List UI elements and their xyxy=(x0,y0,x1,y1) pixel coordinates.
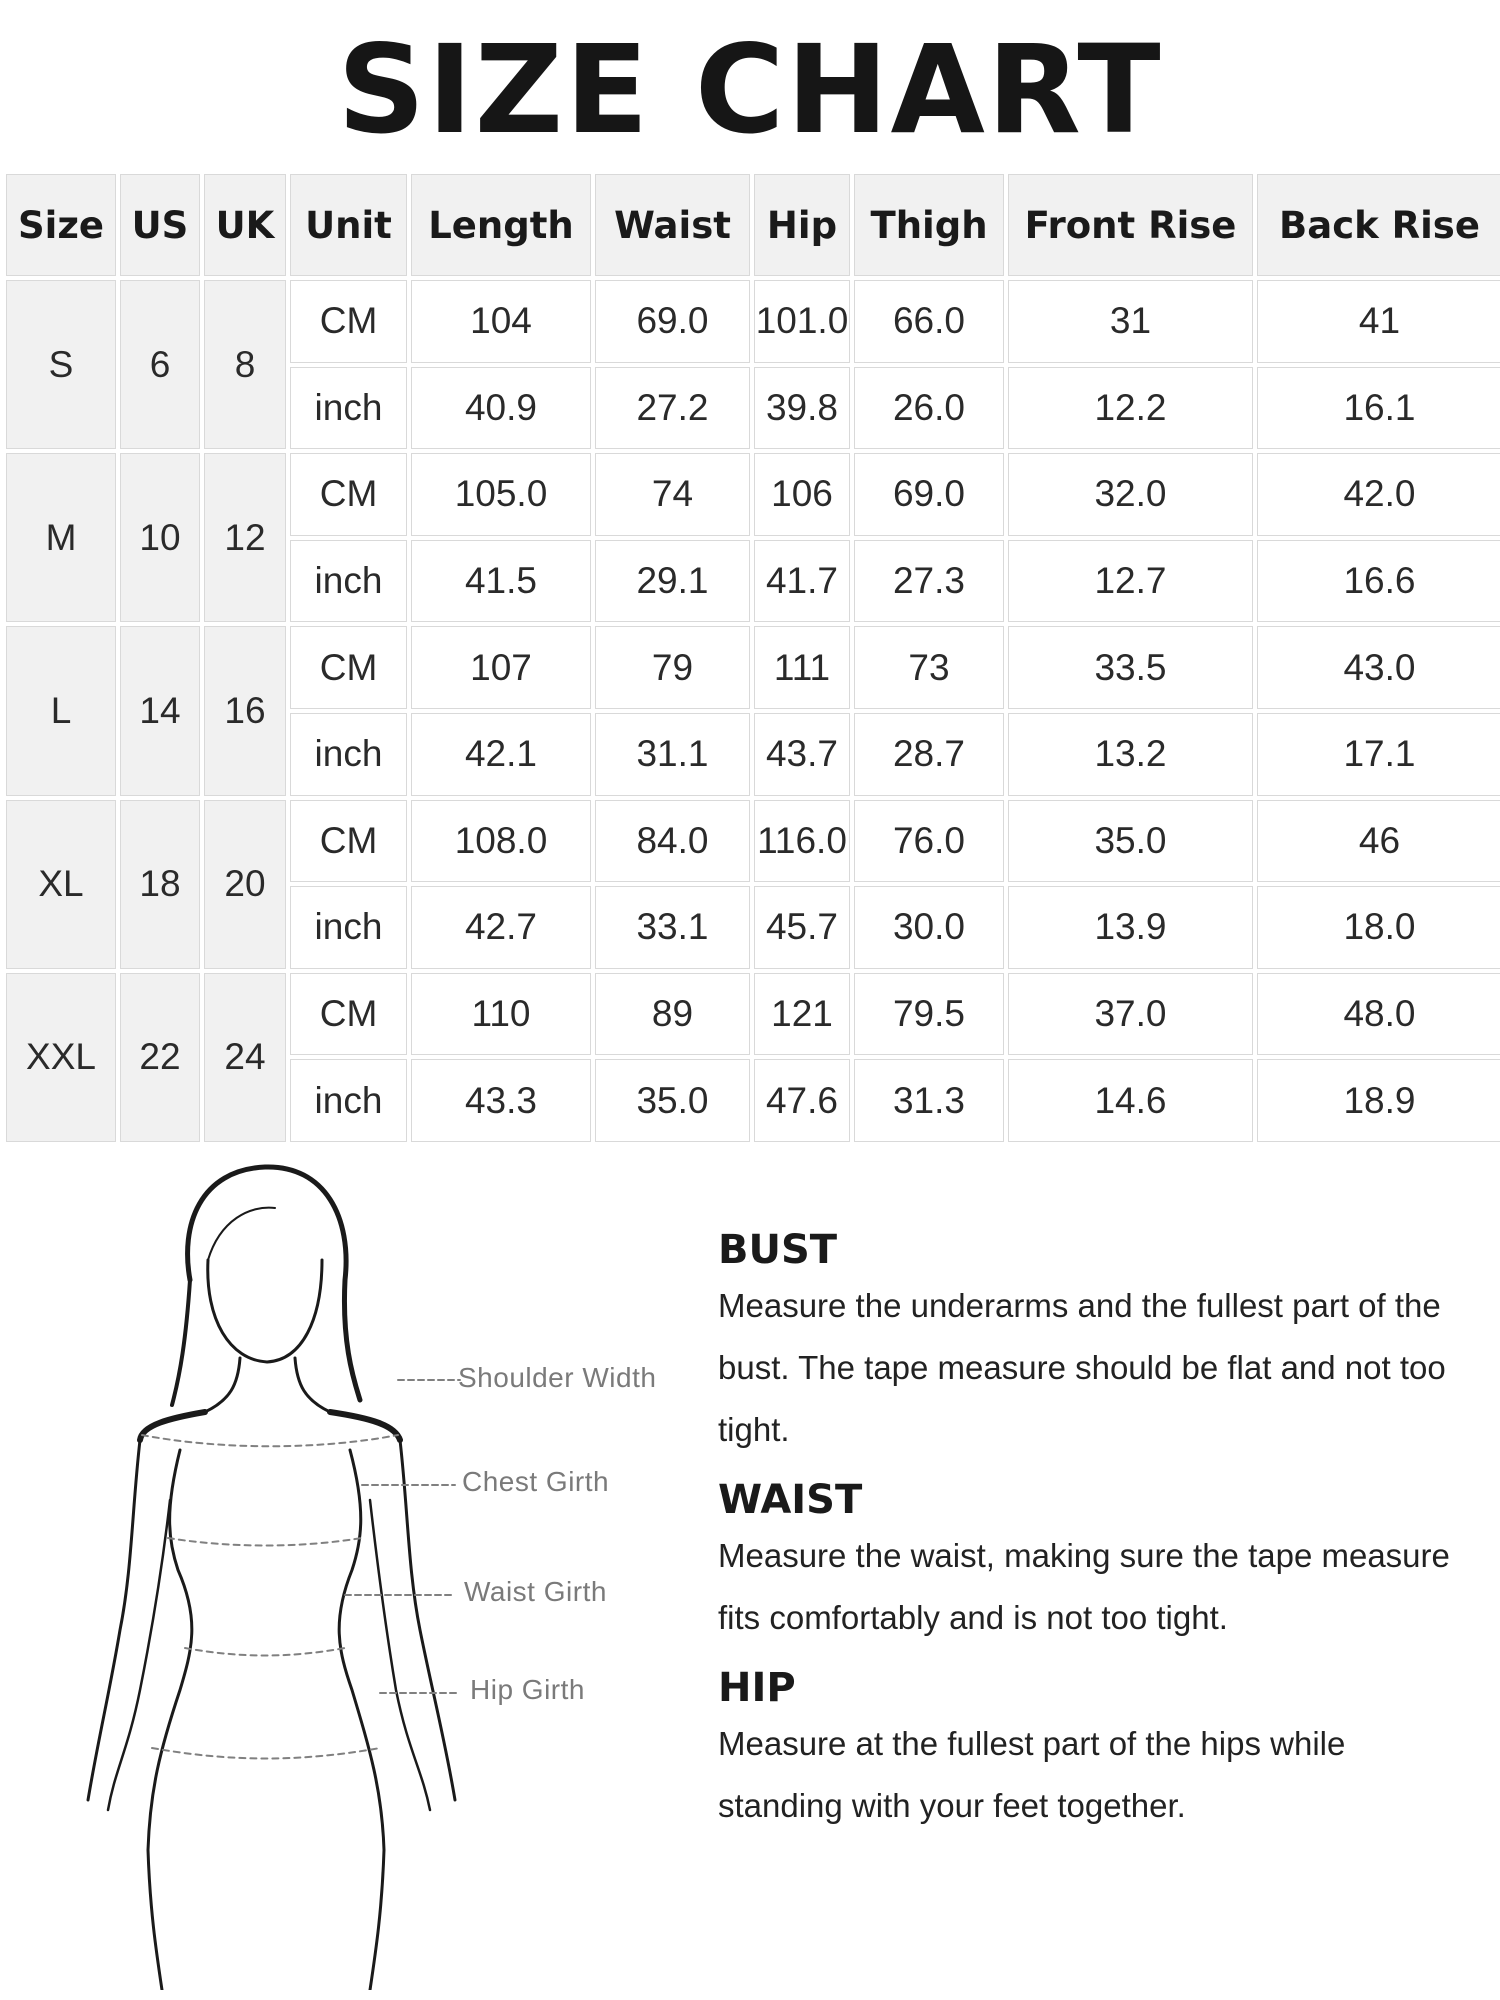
uk-size-cell: 16 xyxy=(204,626,286,795)
unit-cell: CM xyxy=(290,800,407,883)
waist-heading: WAIST xyxy=(718,1477,863,1523)
table-row xyxy=(6,626,1500,709)
bust-guide xyxy=(718,1225,1478,1461)
column-header: Hip xyxy=(754,174,850,276)
us-size-cell: 22 xyxy=(120,973,200,1142)
hip-text: Measure at the fullest part of the hips while standing with your feet together. xyxy=(718,1725,1346,1824)
measurement-guide xyxy=(718,1225,1478,1851)
measurement-cell: 12.7 xyxy=(1008,540,1253,623)
measurement-cell: 73 xyxy=(854,626,1004,709)
size-cell: M xyxy=(6,453,116,622)
measurement-cell: 31.3 xyxy=(854,1059,1004,1142)
measurement-cell: 84.0 xyxy=(595,800,750,883)
chest-girth-label: Chest Girth xyxy=(462,1466,610,1497)
measurement-cell: 31 xyxy=(1008,280,1253,363)
measurement-cell: 101.0 xyxy=(754,280,850,363)
page-title: SIZE CHART xyxy=(337,19,1163,161)
measurement-cell: 18.9 xyxy=(1257,1059,1500,1142)
column-header: Thigh xyxy=(854,174,1004,276)
measurement-cell: 107 xyxy=(411,626,591,709)
us-size-cell: 6 xyxy=(120,280,200,449)
us-size-cell: 10 xyxy=(120,453,200,622)
measurement-cell: 42.7 xyxy=(411,886,591,969)
unit-cell: CM xyxy=(290,453,407,536)
table-row xyxy=(6,973,1500,1056)
us-size-cell: 14 xyxy=(120,626,200,795)
measurement-cell: 79 xyxy=(595,626,750,709)
size-cell: L xyxy=(6,626,116,795)
bust-heading: BUST xyxy=(718,1227,838,1273)
hip-guide xyxy=(718,1663,1478,1837)
measurement-cell: 41 xyxy=(1257,280,1500,363)
size-cell: XL xyxy=(6,800,116,969)
column-header: Size xyxy=(6,174,116,276)
table-row xyxy=(6,453,1500,536)
measurement-cell: 41.5 xyxy=(411,540,591,623)
unit-cell: CM xyxy=(290,626,407,709)
measurement-cell: 69.0 xyxy=(854,453,1004,536)
shoulder-width-label: Shoulder Width xyxy=(458,1362,657,1393)
measurement-cell: 27.3 xyxy=(854,540,1004,623)
table-row xyxy=(6,280,1500,363)
measurement-cell: 33.1 xyxy=(595,886,750,969)
measurement-cell: 106 xyxy=(754,453,850,536)
unit-cell: inch xyxy=(290,886,407,969)
uk-size-cell: 24 xyxy=(204,973,286,1142)
measurement-cell: 42.1 xyxy=(411,713,591,796)
measurement-cell: 13.9 xyxy=(1008,886,1253,969)
measurement-cell: 39.8 xyxy=(754,367,850,450)
measurement-cell: 16.1 xyxy=(1257,367,1500,450)
measurement-cell: 37.0 xyxy=(1008,973,1253,1056)
column-header: Unit xyxy=(290,174,407,276)
measurement-cell: 35.0 xyxy=(595,1059,750,1142)
size-table xyxy=(2,170,1500,1146)
size-cell: XXL xyxy=(6,973,116,1142)
table-header-row xyxy=(6,174,1500,276)
measurement-cell: 105.0 xyxy=(411,453,591,536)
measurement-cell: 66.0 xyxy=(854,280,1004,363)
measurement-cell: 27.2 xyxy=(595,367,750,450)
measurement-cell: 32.0 xyxy=(1008,453,1253,536)
unit-cell: inch xyxy=(290,1059,407,1142)
measurement-cell: 79.5 xyxy=(854,973,1004,1056)
unit-cell: inch xyxy=(290,713,407,796)
measurement-cell: 16.6 xyxy=(1257,540,1500,623)
measurement-cell: 14.6 xyxy=(1008,1059,1253,1142)
measurement-cell: 43.7 xyxy=(754,713,850,796)
measurement-cell: 121 xyxy=(754,973,850,1056)
measurement-cell: 30.0 xyxy=(854,886,1004,969)
measurement-cell: 42.0 xyxy=(1257,453,1500,536)
unit-cell: inch xyxy=(290,540,407,623)
hip-girth-label: Hip Girth xyxy=(470,1674,585,1705)
measurement-cell: 89 xyxy=(595,973,750,1056)
measurement-cell: 76.0 xyxy=(854,800,1004,883)
us-size-cell: 18 xyxy=(120,800,200,969)
measurement-cell: 48.0 xyxy=(1257,973,1500,1056)
measurement-cell: 35.0 xyxy=(1008,800,1253,883)
measurement-cell: 46 xyxy=(1257,800,1500,883)
measurement-cell: 33.5 xyxy=(1008,626,1253,709)
measurement-cell: 31.1 xyxy=(595,713,750,796)
unit-cell: inch xyxy=(290,367,407,450)
unit-cell: CM xyxy=(290,973,407,1056)
measurement-cell: 41.7 xyxy=(754,540,850,623)
measurement-cell: 47.6 xyxy=(754,1059,850,1142)
table-row xyxy=(6,800,1500,883)
measurement-cell: 110 xyxy=(411,973,591,1056)
uk-size-cell: 20 xyxy=(204,800,286,969)
measurement-cell: 40.9 xyxy=(411,367,591,450)
uk-size-cell: 12 xyxy=(204,453,286,622)
measurement-cell: 43.3 xyxy=(411,1059,591,1142)
waist-guide xyxy=(718,1475,1478,1649)
measurement-cell: 108.0 xyxy=(411,800,591,883)
column-header: Front Rise xyxy=(1008,174,1253,276)
column-header: Back Rise xyxy=(1257,174,1500,276)
measurement-cell: 43.0 xyxy=(1257,626,1500,709)
measurement-cell: 12.2 xyxy=(1008,367,1253,450)
measurement-cell: 29.1 xyxy=(595,540,750,623)
column-header: Length xyxy=(411,174,591,276)
measurement-cell: 104 xyxy=(411,280,591,363)
measurement-cell: 69.0 xyxy=(595,280,750,363)
unit-cell: CM xyxy=(290,280,407,363)
column-header: Waist xyxy=(595,174,750,276)
measurement-cell: 13.2 xyxy=(1008,713,1253,796)
waist-girth-label: Waist Girth xyxy=(464,1576,607,1607)
column-header: US xyxy=(120,174,200,276)
uk-size-cell: 8 xyxy=(204,280,286,449)
column-header: UK xyxy=(204,174,286,276)
measurement-figure xyxy=(40,1150,720,1990)
measurement-cell: 17.1 xyxy=(1257,713,1500,796)
hip-heading: HIP xyxy=(718,1665,796,1711)
size-cell: S xyxy=(6,280,116,449)
measurement-cell: 18.0 xyxy=(1257,886,1500,969)
waist-text: Measure the waist, making sure the tape measure fits comfortably and is not too tight. xyxy=(718,1537,1450,1636)
body-silhouette-icon xyxy=(40,1150,720,1990)
bust-text: Measure the underarms and the fullest part of the bust. The tape measure should be flat and not too tight. xyxy=(718,1287,1446,1448)
measurement-cell: 74 xyxy=(595,453,750,536)
measurement-cell: 116.0 xyxy=(754,800,850,883)
measurement-cell: 45.7 xyxy=(754,886,850,969)
measurement-cell: 111 xyxy=(754,626,850,709)
measurement-cell: 28.7 xyxy=(854,713,1004,796)
measurement-cell: 26.0 xyxy=(854,367,1004,450)
